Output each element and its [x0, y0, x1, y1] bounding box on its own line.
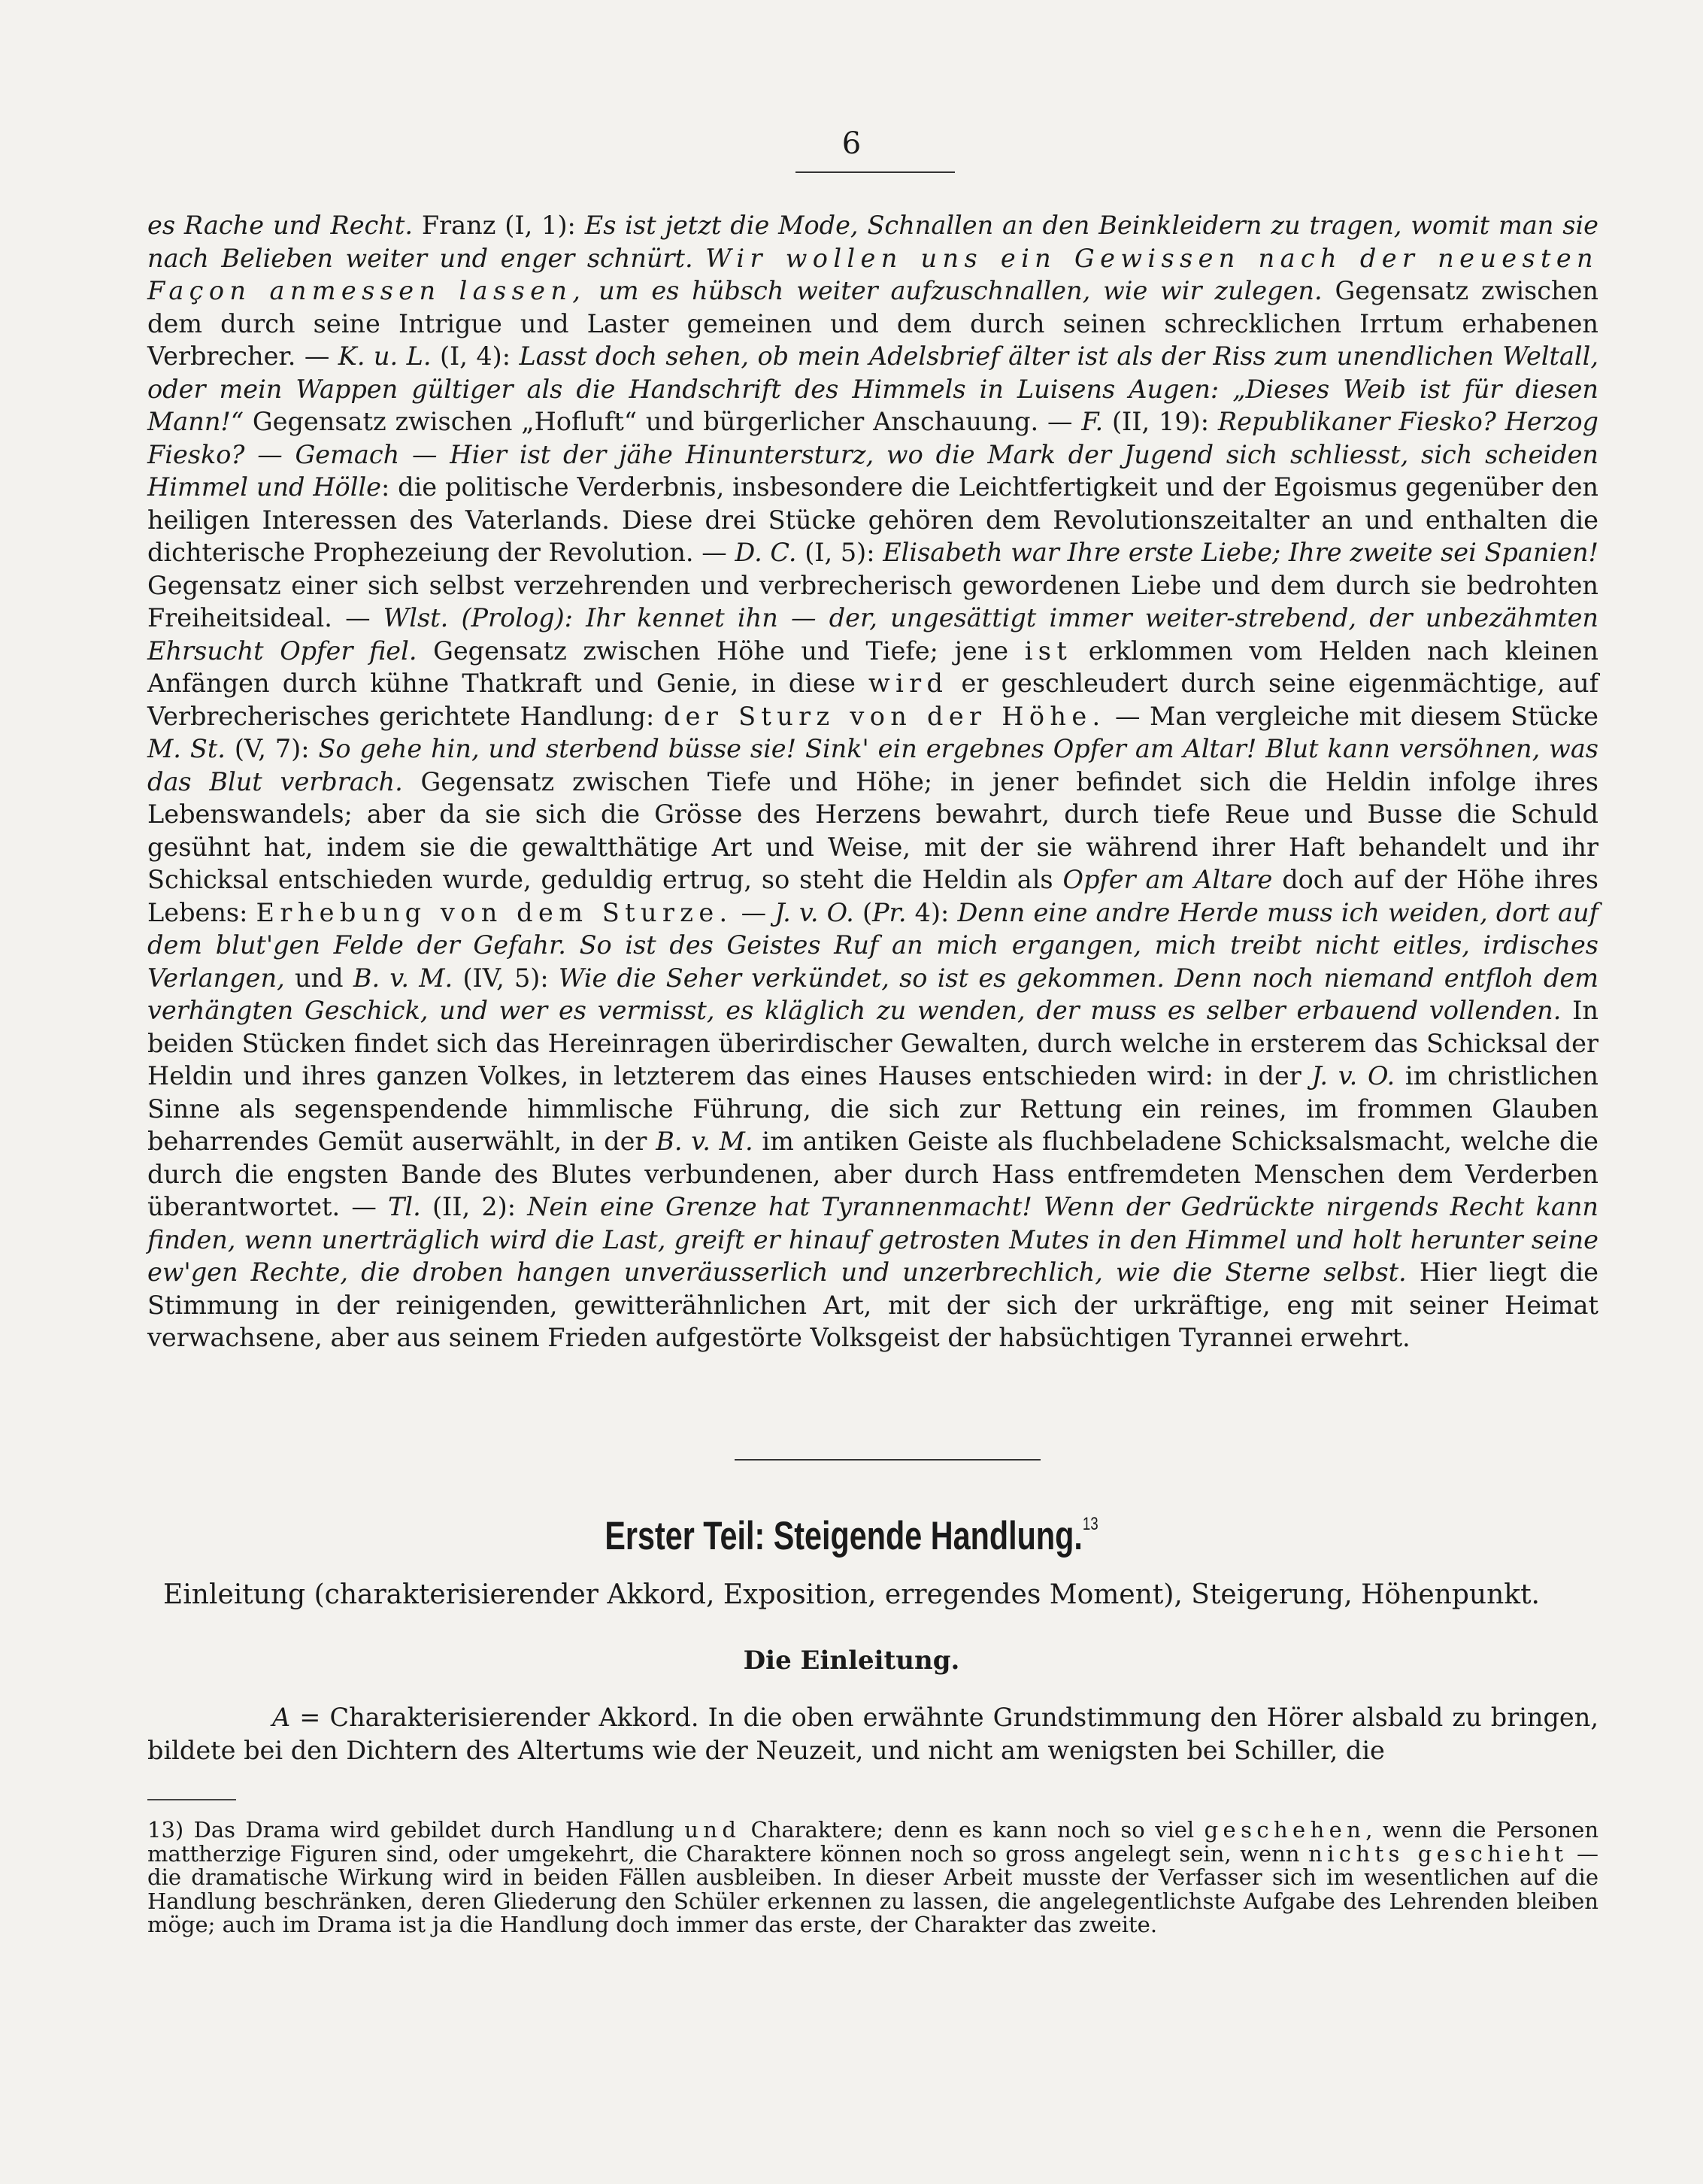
text-run: J. v. O.	[1311, 1061, 1395, 1090]
text-run: geschehen	[1204, 1817, 1366, 1843]
text-run: J. v. O.	[774, 897, 854, 927]
text-run: = Charakterisierender Akkord. In die oben erwähnte Grundstimmung den Hörer alsbald zu bringen, bildete bei den Dichtern des Altertums wie der Neuzeit, und nicht am wenigsten bei Schiller, die	[147, 1703, 1598, 1765]
text-run: Nein eine Grenze hat Tyrannenmacht! Wenn der Gedrückte nirgends Recht kann finden, wenn unerträglich wird die Last, greift er hinauf getrosten Mutes in den Himmel und holt herunter seine ew'gen Rechte, die droben hangen unveräusserlich und unzerbrechlich, wie die Sterne selbst.	[147, 1192, 1598, 1287]
text-run: Wie die Seher verkündet, so ist es gekommen. Denn noch niemand entfloh dem verhängten Geschick, und wer es vermisst, es kläglich zu wenden, der muss es selber erbauend vollenden.	[147, 963, 1599, 1025]
text-run: B. v. M.	[353, 963, 453, 993]
text-run: Denn eine andre Herde muss ich weiden, dort auf dem blut'gen Felde der Gefahr. So ist des Geistes Ruf an mich ergangen, mich treibt nicht eitles, irdisches Verlangen,	[147, 897, 1598, 993]
text-run: So gehe hin, und sterbend büsse sie! Sink' ein ergebnes Opfer am Altar! Blut kann versöhnen, was das Blut verbrach.	[147, 734, 1598, 796]
text-run: und	[284, 963, 353, 993]
text-run: Gegensatz einer sich selbst verzehrenden und verbrecherisch gewordenen Liebe und dem durch sie bedrohten Freiheitsideal. —	[147, 570, 1598, 632]
text-run: Gegensatz zwischen Höhe und Tiefe; jene	[417, 635, 1025, 666]
section-title	[187, 1513, 1516, 1559]
section-divider	[735, 1459, 1041, 1461]
text-run: und	[684, 1817, 741, 1843]
text-run: In beiden Stücken findet sich das Hereinragen überirdischer Gewalten, durch welche in ersterem das Schicksal der Heldin und ihres ganzen Volkes, in letzterem das eines Hauses entschieden wird: in der	[147, 996, 1598, 1090]
text-run: (II, 2):	[420, 1192, 528, 1221]
footnote	[147, 1818, 1598, 1937]
text-run: im antiken Geiste als fluchbeladene Schicksalsmacht, welche die durch die engsten Bande des Blutes verbundenen, aber durch Hass entfremdeten Menschen dem Verderben überantwortet. —	[147, 1127, 1598, 1221]
text-run: Pr.	[872, 897, 907, 927]
text-run: (V, 7):	[225, 734, 319, 763]
text-run: , wenn die Personen mattherzige Figuren sind, oder umgekehrt, die Charaktere können noch so gross angelegt sein, wenn	[147, 1817, 1599, 1867]
text-run: (I, 4):	[431, 341, 520, 371]
text-run: Wlst. (Prolog): Ihr kennet ihn — der, ungesättigt immer weiter-strebend, der unbezähmten Ehrsucht Opfer fiel.	[147, 603, 1598, 666]
text-run: (II, 19):	[1103, 407, 1218, 436]
text-run: Erhebung von dem Sturze.	[256, 897, 733, 927]
body-paragraph	[147, 209, 1598, 1354]
text-run: Gegensatz zwischen dem durch seine Intrigue und Laster gemeinen und dem durch seinen schrecklichen Irrtum erhabenen Verbrecher. —	[147, 276, 1598, 371]
header-rule	[795, 171, 955, 173]
text-run: 13) Das Drama wird gebildet durch Handlung	[147, 1817, 685, 1843]
text-run: Es ist jetzt die Mode, Schnallen an den Beinkleidern zu tragen, womit man sie nach Belieben weiter und enger schnürt.	[147, 211, 1599, 273]
intro-paragraph	[147, 1701, 1598, 1767]
intro-text	[147, 1701, 1598, 1767]
text-run: —	[732, 897, 775, 927]
text-run: doch auf der Höhe ihres Lebens:	[147, 865, 1598, 927]
page-number: 6	[841, 126, 862, 161]
text-run: (IV, 5):	[453, 963, 559, 993]
text-run: Tl.	[388, 1192, 421, 1221]
subsection-heading: Die Einleitung.	[743, 1646, 960, 1676]
footnote-rule	[147, 1799, 236, 1800]
text-run: im christlichen Sinne als segenspendende himmlische Führung, die sich zur Rettung ein reines, im frommen Glauben beharrendes Gemüt auserwählt, in der	[147, 1061, 1598, 1156]
text-run: erklommen vom Helden nach kleinen Anfängen durch kühne Thatkraft und Genie, in diese	[147, 635, 1599, 698]
section-title-text: Erster Teil: Steigende Handlung.	[605, 1514, 1083, 1558]
text-run: Gegensatz zwischen Tiefe und Höhe; in jener befindet sich die Heldin infolge ihres Lebenswandels; aber da sie sich die Grösse des Herzens bewahrt, durch tiefe Reue und Busse die Schuld gesühnt hat, indem sie die gewaltthätige Art und Weise, mit der sie während ihrer Haft behandelt und ihr Schicksal entschieden wurde, geduldig ertrug, so steht die Heldin als	[147, 766, 1598, 894]
text-run: Republikaner Fiesko? Herzog Fiesko? — Gemach — Hier ist der jähe Hinuntersturz, wo die Mark der Jugend sich schliesst, sich scheiden Himmel und Hölle	[147, 407, 1598, 502]
footnote-paragraph	[147, 1818, 1598, 1937]
text-run: es Rache und Recht.	[147, 211, 413, 240]
text-run: ist	[1024, 635, 1073, 666]
text-run: : die politische Verderbnis, insbesondere die Leichtfertigkeit und der Egoismus gegenüber den heiligen Interessen des Vaterlands. Diese drei Stücke gehören dem Revolutionszeitalter an und enthalten die dichterische Prophezeiung der Revolution. —	[147, 472, 1598, 567]
text-run: um es hübsch weiter aufzuschnallen, wie wir zulegen.	[586, 276, 1323, 305]
text-run: B. v. M.	[656, 1127, 753, 1156]
footnote-marker: 13	[1082, 1514, 1098, 1534]
text-run: 4):	[906, 897, 958, 927]
text-run: M. St.	[147, 734, 226, 763]
text-run: Wir wollen uns ein Gewissen nach der neuesten Façon anmessen lassen,	[147, 243, 1598, 305]
text-run: F.	[1081, 407, 1104, 436]
text-run: er geschleudert durch seine eigenmächtige, auf Verbrecherisches gerichtete Handlung:	[147, 669, 1598, 731]
section-subtitle: Einleitung (charakterisierender Akkord, Exposition, erregendes Moment), Steigerung, Höhenpunkt.	[162, 1579, 1540, 1610]
text-run: K. u. L.	[338, 341, 432, 371]
text-run: (I, 5):	[796, 538, 883, 567]
text-run: A	[272, 1703, 291, 1732]
text-run: Opfer am Altare	[1062, 865, 1273, 894]
body-text	[147, 209, 1598, 1354]
text-run: Franz (I, 1):	[412, 211, 585, 240]
text-run: D. C.	[735, 538, 797, 567]
text-run: — Man vergleiche mit diesem Stücke	[1105, 701, 1598, 731]
text-run: wird	[868, 669, 949, 698]
text-run: Gegensatz zwischen „Hofluft“ und bürgerlicher Anschauung. —	[244, 407, 1082, 436]
text-run: — die dramatische Wirkung wird in beiden Fällen ausbleiben. In dieser Arbeit musste der Verfasser sich im wesentlichen auf die Handlung beschränken, deren Gliederung den Schüler erkennen zu lassen, die angelegentlichste Aufgabe des Lehrenden bleiben möge; auch im Drama ist ja die Handlung doch immer das erste, der Charakter das zweite.	[147, 1840, 1598, 1937]
text-run: (	[853, 897, 873, 927]
text-run: Elisabeth war Ihre erste Liebe; Ihre zweite sei Spanien!	[883, 538, 1599, 567]
text-run: Charaktere; denn es kann noch so viel	[741, 1817, 1205, 1843]
text-run: Lasst doch sehen, ob mein Adelsbrief älter ist als der Riss zum unendlichen Weltall, oder mein Wappen gültiger als die Handschrift des Himmels in Luisens Augen: „Dieses Weib ist für diesen Mann!“	[147, 341, 1599, 436]
text-run: nichts geschieht	[1308, 1840, 1568, 1867]
text-run: der Sturz von der Höhe.	[663, 701, 1106, 731]
text-run: Hier liegt die Stimmung in der reinigenden, gewitterähnlichen Art, mit der sich der urkräftige, eng mit seiner Heimat verwachsene, aber aus seinem Frieden aufgestörte Volksgeist der habsüchtigen Tyrannei erwehrt.	[147, 1257, 1598, 1352]
